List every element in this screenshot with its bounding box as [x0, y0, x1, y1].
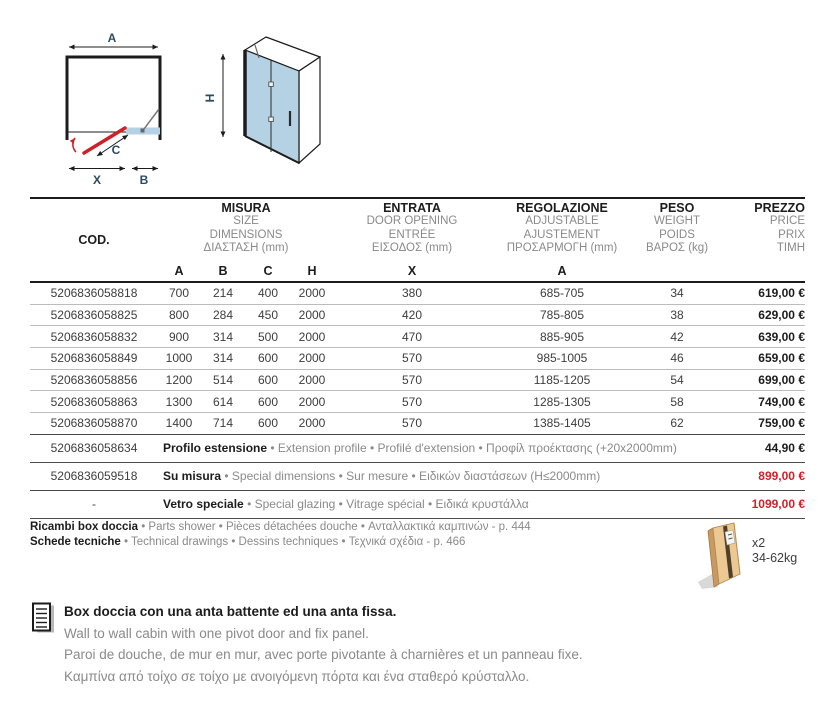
cell-peso: 46 [670, 351, 684, 366]
cell-description [158, 463, 720, 490]
cell-c: 600 [257, 394, 279, 409]
col-header-regolazione [490, 199, 634, 261]
cell-x: 570 [401, 416, 423, 431]
dim-label-a: A [107, 31, 117, 45]
sub-col-letter: A [557, 264, 567, 278]
cell-x: 570 [401, 394, 423, 409]
reference-rest: • Parts shower • Pièces détachées douche • Ανταλλακτικά καμπινών - p. 444 [138, 521, 531, 533]
cell-b: 614 [212, 394, 234, 409]
cell-c: 600 [257, 351, 279, 366]
table-header [30, 199, 805, 283]
cell-prezzo: 44,90 € [764, 441, 805, 456]
cell-h: 2000 [298, 329, 326, 344]
cell-cod: - [92, 497, 96, 512]
cell-description [158, 435, 720, 462]
reference-rest: • Technical drawings • Dessins techniques • Τεχνικά σχέδια - p. 466 [120, 535, 466, 548]
table-special-rows [30, 435, 805, 519]
description-rest: • Extension profile • Profilé d'extension • Προφίλ προέκτασης (+20x2000mm) [267, 441, 677, 456]
table-row [30, 305, 805, 327]
cell-x: 470 [401, 329, 423, 344]
sub-col-letter: B [218, 264, 228, 278]
cell-b: 314 [212, 351, 234, 366]
cell-a: 1400 [165, 416, 193, 431]
sub-col-letter: H [307, 264, 317, 278]
header-line: ENTRÉE [388, 228, 436, 241]
reference-notes [30, 520, 630, 549]
table-row [30, 326, 805, 348]
col-header-entrata [334, 199, 490, 261]
cell-prezzo: 759,00 € [758, 416, 805, 431]
cell-cod: 5206836058856 [50, 373, 138, 388]
dim-label-x: X [92, 173, 102, 187]
cell-peso: 58 [670, 394, 684, 409]
cell-reg: 785-805 [539, 308, 585, 323]
header-line: MISURA [221, 201, 271, 215]
table-row [30, 283, 805, 305]
table-body [30, 283, 805, 435]
description-translations [64, 623, 784, 688]
cell-cod: 5206836058818 [50, 286, 138, 301]
description-title: Box doccia con una anta battente ed una anta fissa. [64, 604, 397, 619]
col-header-misura [158, 199, 334, 261]
header-line: AJUSTEMENT [523, 228, 601, 241]
cell-a: 1200 [165, 373, 193, 388]
plan-view-diagram [55, 28, 195, 188]
cell-x: 380 [401, 286, 423, 301]
cell-peso: 42 [670, 329, 684, 344]
package-info [752, 536, 797, 566]
product-table [30, 197, 805, 519]
cell-cod: 5206836058849 [50, 351, 138, 366]
cell-b: 214 [212, 286, 234, 301]
header-line: ΒΑΡΟΣ (kg) [645, 242, 709, 254]
cell-x: 570 [401, 373, 423, 388]
header-line: ΕΙΣΟΔΟΣ (mm) [371, 242, 453, 254]
cell-c: 600 [257, 373, 279, 388]
dim-label-h: H [203, 93, 217, 103]
table-special-row [30, 491, 805, 519]
cell-c: 600 [257, 416, 279, 431]
header-line: PESO [659, 201, 695, 215]
cell-h: 2000 [298, 416, 326, 431]
cell-peso: 38 [670, 308, 684, 323]
header-line: POIDS [659, 228, 695, 241]
cell-cod: 5206836058634 [50, 441, 138, 456]
description-line: Καμπίνα από τοίχο σε τοίχο με ανοιγόμενη πόρτα και ένα σταθερό κρύσταλλο. [64, 668, 530, 684]
description-bold: Profilo estensione [163, 441, 268, 456]
description-line: Paroi de douche, de mur en mur, avec porte pivotante à charnières et un panneau fixe. [64, 647, 583, 662]
cell-reg: 885-905 [539, 329, 585, 344]
cell-peso: 34 [670, 286, 684, 301]
cell-prezzo: 619,00 € [758, 286, 805, 301]
table-row [30, 348, 805, 370]
cell-a: 900 [168, 329, 190, 344]
sub-col-letter: X [407, 264, 417, 278]
cell-prezzo: 899,00 € [758, 469, 805, 484]
cell-x: 420 [401, 308, 423, 323]
dim-label-b: B [139, 173, 149, 187]
reference-line [30, 535, 630, 550]
support-bar [144, 109, 159, 129]
reference-bold: Ricambi box doccia [30, 521, 139, 533]
cell-prezzo: 659,00 € [758, 351, 805, 366]
header-line: WEIGHT [654, 215, 700, 227]
table-row [30, 391, 805, 413]
cell-cod: 5206836058870 [50, 416, 138, 431]
product-description [64, 601, 784, 687]
cell-a: 800 [168, 308, 190, 323]
cell-prezzo: 1099,00 € [751, 497, 805, 512]
door-swing-arrow [73, 138, 76, 152]
header-line: REGOLAZIONE [516, 201, 608, 215]
col-header-peso [634, 199, 720, 261]
col-header-cod: COD. [78, 233, 110, 247]
col-header-prezzo [720, 199, 805, 261]
cell-cod: 5206836058825 [50, 308, 138, 323]
cell-reg: 685-705 [539, 286, 585, 301]
cell-a: 700 [168, 286, 190, 301]
cell-prezzo: 749,00 € [758, 394, 805, 409]
cell-a: 1300 [165, 394, 193, 409]
hinge-bottom [269, 117, 274, 122]
cell-reg: 985-1005 [536, 351, 588, 366]
cell-h: 2000 [298, 394, 326, 409]
isometric-diagram [200, 25, 335, 185]
header-line: SIZE [233, 215, 259, 227]
cell-c: 500 [257, 329, 279, 344]
dim-label-c: C [111, 143, 121, 157]
sub-col-letter: C [263, 264, 273, 278]
header-line: ENTRATA [383, 201, 441, 215]
table-row [30, 370, 805, 392]
cell-h: 2000 [298, 351, 326, 366]
package-qty: x2 [752, 536, 766, 550]
hinge-top [269, 82, 274, 87]
description-bold: Su misura [163, 469, 222, 484]
package-label [725, 530, 735, 545]
cell-reg: 1185-1205 [533, 373, 591, 388]
cell-a: 1000 [165, 351, 193, 366]
document-icon [31, 602, 57, 636]
cell-reg: 1285-1305 [533, 394, 591, 409]
package-weight: 34-62kg [752, 551, 798, 565]
header-line: ΤΙΜΗ [776, 242, 805, 254]
reference-bold: Schede tecniche [30, 535, 121, 548]
cell-b: 284 [212, 308, 234, 323]
cell-h: 2000 [298, 286, 326, 301]
cell-c: 400 [257, 286, 279, 301]
sub-col-letter: A [174, 264, 184, 278]
box-right-face [299, 57, 320, 163]
cell-b: 514 [212, 373, 234, 388]
header-line: PRICE [769, 215, 805, 227]
header-line: ΔΙΑΣΤΑΣΗ (mm) [203, 242, 289, 254]
table-row [30, 413, 805, 435]
header-line: ADJUSTABLE [525, 215, 599, 227]
cell-description [158, 491, 720, 518]
description-bold: Vetro speciale [163, 497, 244, 512]
cell-h: 2000 [298, 373, 326, 388]
header-line: ΠΡΟΣΑΡΜΟΓΗ (mm) [506, 242, 618, 254]
cell-c: 450 [257, 308, 279, 323]
table-special-row [30, 463, 805, 491]
cell-prezzo: 639,00 € [758, 329, 805, 344]
pivot-block [141, 129, 145, 133]
reference-line [30, 520, 630, 535]
cell-prezzo: 629,00 € [758, 308, 805, 323]
header-line: DOOR OPENING [366, 215, 458, 227]
header-line: DIMENSIONS [209, 228, 283, 241]
description-rest: • Special dimensions • Sur mesure • Ειδικών διαστάσεων (H≤2000mm) [221, 469, 601, 484]
cell-peso: 62 [670, 416, 684, 431]
cell-peso: 54 [670, 373, 684, 388]
cell-prezzo: 699,00 € [758, 373, 805, 388]
description-line: Wall to wall cabin with one pivot door and fix panel. [64, 625, 369, 641]
table-special-row [30, 435, 805, 463]
cell-b: 314 [212, 329, 234, 344]
cell-b: 714 [212, 416, 234, 431]
cell-x: 570 [401, 351, 423, 366]
cell-cod: 5206836059518 [50, 469, 138, 484]
cell-cod: 5206836058832 [50, 329, 138, 344]
header-line: PRIX [778, 228, 805, 241]
cell-h: 2000 [298, 308, 326, 323]
header-line: PREZZO [754, 201, 805, 215]
cell-reg: 1385-1405 [533, 416, 591, 431]
cell-cod: 5206836058863 [50, 394, 138, 409]
package-icon [696, 516, 748, 594]
description-rest: • Special glazing • Vitrage spécial • Ειδικά κρυστάλλα [243, 497, 529, 512]
